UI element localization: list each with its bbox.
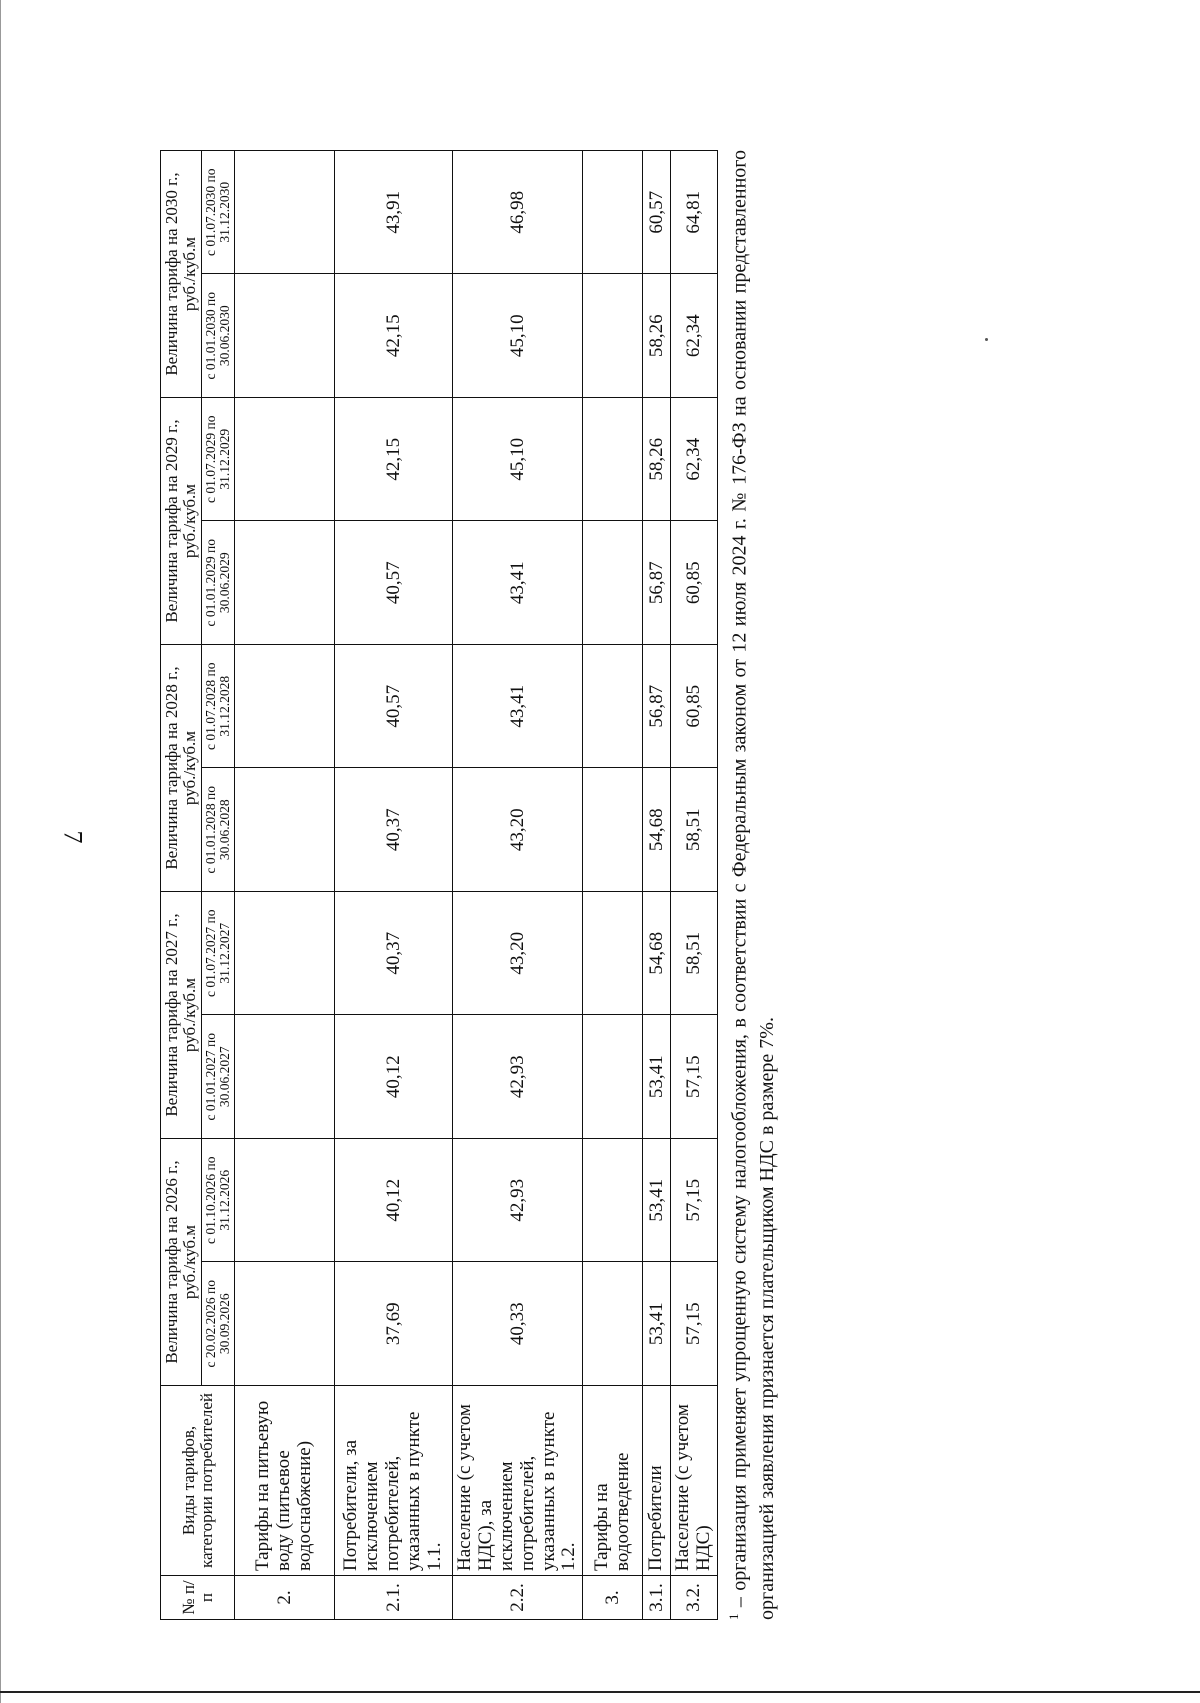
tariff-value [235, 274, 335, 398]
tariff-value: 40,37 [335, 892, 453, 1016]
tariff-value [583, 645, 643, 769]
tariff-value: 43,41 [453, 645, 583, 769]
scan-bottom-edge [0, 1691, 1200, 1693]
tariff-value: 54,68 [643, 768, 671, 892]
tariff-value: 58,51 [671, 892, 718, 1016]
period-header: с 01.07.2030 по 31.12.2030 [201, 151, 234, 275]
tariff-value: 45,10 [453, 398, 583, 522]
tariff-value: 60,85 [671, 521, 718, 645]
tariff-value: 37,69 [335, 1262, 453, 1386]
period-header: с 01.01.2029 по 30.06.2029 [201, 521, 234, 645]
row-number: 2.1. [335, 1576, 453, 1620]
tariff-value: 53,41 [643, 1139, 671, 1263]
tariff-value [235, 398, 335, 522]
tariff-value: 43,20 [453, 768, 583, 892]
tariff-value: 62,34 [671, 274, 718, 398]
tariff-value: 60,57 [643, 151, 671, 275]
tariff-value: 40,12 [335, 1139, 453, 1263]
tariff-value [235, 151, 335, 275]
tariff-value: 42,93 [453, 1139, 583, 1263]
tariff-value [583, 892, 643, 1016]
tariff-value: 56,87 [643, 521, 671, 645]
period-header: с 20.02.2026 по 30.09.2026 [201, 1262, 234, 1386]
tariff-value: 40,57 [335, 645, 453, 769]
scan-speck [985, 338, 988, 341]
tariff-value [235, 1015, 335, 1139]
tariff-value [235, 1139, 335, 1263]
row-category: Потребители, за исключением потребителей, указанных в пункте 1.1. [335, 1386, 453, 1576]
rotated-content [160, 149, 778, 1620]
period-header: с 01.01.2027 по 30.06.2027 [201, 1015, 234, 1139]
header-year-2030: Величина тарифа на 2030 г., руб./куб.м [161, 151, 202, 398]
tariff-value [583, 151, 643, 275]
scan-left-edge [0, 0, 1, 1703]
tariff-value [235, 1262, 335, 1386]
tariff-value: 40,12 [335, 1015, 453, 1139]
tariff-value: 62,34 [671, 398, 718, 522]
tariff-value: 53,41 [643, 1015, 671, 1139]
tariff-value: 56,87 [643, 645, 671, 769]
row-number: 2.2. [453, 1576, 583, 1620]
header-year-2028: Величина тарифа на 2028 г., руб./куб.м [161, 645, 202, 892]
tariff-value [235, 521, 335, 645]
tariff-value: 42,93 [453, 1015, 583, 1139]
tariff-value: 40,37 [335, 768, 453, 892]
table-row [235, 151, 335, 1620]
tariff-value: 40,57 [335, 521, 453, 645]
tariff-value [583, 521, 643, 645]
period-header: с 01.07.2029 по 31.12.2029 [201, 398, 234, 522]
header-year-2026: Величина тарифа на 2026 г., руб./куб.м [161, 1139, 202, 1386]
period-header: с 01.07.2027 по 31.12.2027 [201, 892, 234, 1016]
tariff-value: 42,15 [335, 274, 453, 398]
tariff-value: 58,26 [643, 274, 671, 398]
tariff-value: 42,15 [335, 398, 453, 522]
footnote [725, 150, 781, 1620]
period-header: с 01.01.2030 по 30.06.2030 [201, 274, 234, 398]
tariff-value: 57,15 [671, 1139, 718, 1263]
period-header: с 01.01.2028 по 30.06.2028 [201, 768, 234, 892]
row-number: 3. [583, 1576, 643, 1620]
tariff-value: 45,10 [453, 274, 583, 398]
table-row [583, 151, 643, 1620]
tariff-value: 53,41 [643, 1262, 671, 1386]
tariff-value [583, 1139, 643, 1263]
row-number: 3.1. [643, 1576, 671, 1620]
row-category: Тарифы на питьевую воду (питьевое водоснабжение) [235, 1386, 335, 1576]
header-year-2029: Величина тарифа на 2029 г., руб./куб.м [161, 398, 202, 645]
table-row [453, 151, 583, 1620]
tariff-value [235, 892, 335, 1016]
header-row-1 [161, 151, 202, 1620]
period-header: с 01.10.2026 по 31.12.2026 [201, 1139, 234, 1263]
tariff-value [235, 768, 335, 892]
period-header: с 01.07.2028 по 31.12.2028 [201, 645, 234, 769]
row-number: 2. [235, 1576, 335, 1620]
tariff-value [583, 398, 643, 522]
row-category: Потребители [643, 1386, 671, 1576]
tariff-value [583, 1262, 643, 1386]
tariff-value: 54,68 [643, 892, 671, 1016]
header-type: Виды тарифов, категории потребителей [161, 1386, 235, 1576]
tariff-value: 43,91 [335, 151, 453, 275]
tariff-value: 64,81 [671, 151, 718, 275]
tariff-value: 58,26 [643, 398, 671, 522]
tariff-value: 43,20 [453, 892, 583, 1016]
table-row [335, 151, 453, 1620]
tariff-value: 46,98 [453, 151, 583, 275]
table-row [643, 151, 671, 1620]
tariff-value: 57,15 [671, 1015, 718, 1139]
header-year-2027: Величина тарифа на 2027 г., руб./куб.м [161, 892, 202, 1139]
tariff-table [160, 150, 718, 1620]
tariff-value [583, 768, 643, 892]
tariff-value [583, 1015, 643, 1139]
header-num: № п/п [161, 1576, 235, 1620]
tariff-value: 60,85 [671, 645, 718, 769]
row-number: 3.2. [671, 1576, 718, 1620]
row-category: Население (с учетом НДС), за исключением потребителей, указанных в пункте 1.2. [453, 1386, 583, 1576]
page-number: 7 [58, 830, 88, 844]
tariff-value: 57,15 [671, 1262, 718, 1386]
tariff-value [583, 274, 643, 398]
tariff-value [235, 645, 335, 769]
row-category: Тарифы на водоотведение [583, 1386, 643, 1576]
tariff-table-body [235, 151, 718, 1620]
footnote-text: – организация применяет упрощенную систему налогообложения, в соответствии с Федеральным законом от 12 июля 2024 г. № 176-ФЗ на основании представленного организацией заявления признается плательщиком НДС в размере 7%. [728, 149, 778, 1620]
table-row [671, 151, 718, 1620]
tariff-value: 43,41 [453, 521, 583, 645]
row-category: Население (с учетом НДС) [671, 1386, 718, 1576]
tariff-value: 40,33 [453, 1262, 583, 1386]
tariff-value: 58,51 [671, 768, 718, 892]
footnote-mark: 1 [726, 1613, 741, 1620]
